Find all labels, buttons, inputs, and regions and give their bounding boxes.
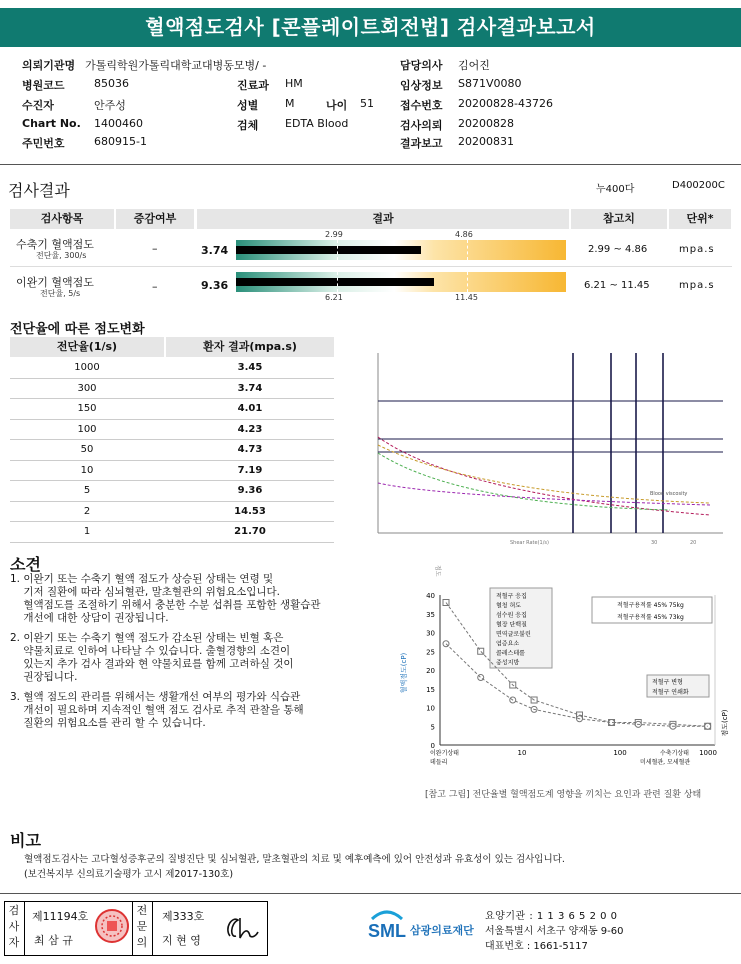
table-row [10, 502, 334, 523]
right-label: 점도(cP) [721, 709, 729, 737]
shear-table [10, 358, 334, 543]
info-resident: 주민번호 680915-1 [22, 135, 147, 150]
x-tick: 100 [613, 749, 627, 757]
factor-item: 섬수원 응집 [496, 612, 527, 619]
info-department: 진료과 HM [237, 77, 303, 92]
factor-item: 콜레스테롤 [496, 650, 525, 657]
viscosity-curve-chart [340, 345, 735, 577]
col-result: 결과 [197, 209, 569, 229]
factor-item: 적혈구 변형 [652, 679, 683, 686]
info-hospital-code: 병원코드 85036 [22, 77, 129, 92]
row2-low-label: 6.21 [325, 293, 343, 302]
reference-figure [392, 583, 737, 788]
remarks-line1: 혈액점도검사는 고다혈성증후군의 질병진단 및 심뇌혈관, 말초혈관의 치료 및 예후예측에 있어 안전성과 유효성이 있는 검사입니다. [24, 854, 565, 865]
x-tick: 30 [651, 540, 658, 546]
shear-rate-cell: 300 [77, 382, 97, 394]
row1-name: 수축기 혈액점도 [16, 238, 94, 251]
row1-low-label: 2.99 [325, 230, 343, 239]
shear-col-result: 환자 결과(mpa.s) [166, 337, 334, 357]
y-tick: 30 [426, 629, 435, 638]
finding-3: 3. 혈액 점도의 관리를 위해서는 생활개선 여부의 평가와 식습관 개선이 필요하며 지속적인 혈액 점도 검사로 추적 관찰을 통해 질환의 위험요소를 관리 할 수 있습니다. [10, 691, 304, 729]
factor-item: 면역글로불린 [496, 631, 531, 638]
y-tick: 15 [426, 685, 435, 694]
curve-line [378, 453, 670, 510]
col-unit: 단위* [669, 209, 731, 229]
info-institution: 의뢰기관명 가톨릭학원가톨릭대학교대병동모병/ - [22, 59, 267, 72]
row1-low-marker [337, 240, 338, 260]
shear-title: 전단율에 따른 점도변화 [10, 322, 145, 337]
org-name: 삼광의료재단 [410, 924, 474, 937]
shear-result-cell: 4.01 [237, 403, 263, 414]
shear-result-cell: 9.36 [237, 485, 263, 496]
note: 미세혈관, 모세혈관 [640, 759, 691, 766]
shear-rate-cell: 50 [80, 444, 94, 455]
col-item: 검사항목 [10, 209, 114, 229]
footer-divider [0, 893, 741, 894]
y-tick: 10 [426, 704, 435, 713]
figure-caption: [참고 그림] 전단율별 혈액점도계 영향을 끼치는 요인과 관련 질환 상태 [425, 790, 702, 800]
row2-change: – [152, 280, 158, 293]
table-row [10, 420, 334, 441]
row1-unit: mpa.s [679, 244, 715, 255]
shear-rate-cell: 100 [77, 423, 97, 435]
factor-item: 적혈구 연쇄화 [652, 689, 689, 696]
y-label: 점도 [434, 565, 441, 577]
remarks-title: 비고 [10, 831, 41, 850]
phone: 대표번호 : 1661-5117 [485, 941, 588, 952]
shear-result-cell: 4.23 [237, 423, 263, 435]
shear-rate-cell: 1000 [74, 362, 100, 373]
info-clinical: 임상정보 S871V0080 [400, 77, 522, 92]
shear-rate-cell: 1 [83, 526, 91, 537]
row1-high-marker [467, 240, 468, 260]
y-tick: 5 [430, 723, 435, 732]
table-row [10, 481, 334, 502]
shear-result-cell: 4.73 [237, 444, 263, 455]
info-patient: 수진자 안주성 [22, 99, 126, 112]
svg-text:SML: SML [368, 921, 406, 941]
factor-item: 중성지방 [496, 659, 520, 667]
y-tick: 35 [426, 610, 435, 619]
row2-high-label: 11.45 [455, 293, 478, 302]
note: 이완기상태 [430, 750, 459, 757]
results-title: 검사결과 [8, 181, 70, 200]
factor-item: 혈장 단백질 [496, 621, 527, 629]
shear-result-cell: 3.45 [237, 362, 263, 373]
row-divider [10, 266, 732, 267]
row2-sub: 전단율, 5/s [40, 289, 81, 298]
shear-rate-cell: 5 [83, 485, 91, 496]
row1-sub: 전단율, 300/s [36, 251, 87, 260]
row1-result-bar [236, 246, 421, 254]
shear-result-cell: 14.53 [234, 505, 266, 517]
shear-col-rate: 전단율(1/s) [10, 337, 164, 357]
legend-item: 적혈구용적률 45% 75kg [617, 602, 684, 609]
box-line [132, 901, 133, 956]
info-chart: Chart No. 1400460 [22, 117, 143, 130]
factor-item: 염증요소 [496, 640, 520, 648]
info-doctor: 담당의사 김어진 [400, 59, 490, 72]
x-label: Shear Rate(1/s) [510, 540, 549, 546]
note: 수축기상태 [660, 750, 689, 757]
row2-unit: mpa.s [679, 280, 715, 291]
y-tick: 0 [430, 742, 435, 750]
finding-2: 2. 이완기 또는 수축기 혈액 점도가 감소된 상태는 빈혈 혹은 약물치료로 인하여 나타날 수 있습니다. 출혈경향의 소견이 있는지 추가 검사 결과와 현 약물치료를 함께 고려하실 것이 권장됩니다. [10, 632, 294, 683]
box-line [152, 901, 153, 956]
factor-item: 적혈구 응집 [496, 593, 527, 600]
col-ref: 참고치 [571, 209, 667, 229]
specialist-vertical-label: 전문의 [136, 904, 148, 949]
divider [0, 164, 741, 165]
row2-ref: 6.21 ~ 11.45 [584, 280, 650, 291]
specialist-name: 지 현 영 [162, 934, 201, 947]
shear-rate-cell: 2 [83, 505, 91, 517]
note: 데들리 [430, 759, 448, 766]
info-receipt: 접수번호 20200828-43726 [400, 97, 553, 112]
results-code1: 누400다 [596, 184, 635, 195]
finding-1: 1. 이완기 또는 수축기 혈액 점도가 상승된 상태는 연령 및 기저 질환에 따라 심뇌혈관, 말초혈관의 위험요소입니다. 혈액점도를 조절하기 위해서 충분한 수분 섭취를 포함한 생활습관 개선에 대한 상담이 권장됩니다. [10, 573, 321, 624]
row2-result-bar [236, 278, 434, 286]
report-title: 혈액점도검사 [콘플레이트회전법] 검사결과보고서 [0, 8, 741, 47]
info-request: 검사의뢰 20200828 [400, 117, 514, 132]
address: 서울특별시 서초구 양재동 9-60 [485, 926, 624, 937]
y-tick: 40 [426, 592, 435, 600]
table-row [10, 522, 334, 543]
y-label: 혈액점도(cP) [400, 652, 408, 694]
table-row [10, 461, 334, 482]
row1-ref: 2.99 ~ 4.86 [588, 244, 648, 255]
table-row [10, 358, 334, 379]
row1-change: – [152, 242, 158, 255]
row1-value: 3.74 [201, 244, 229, 257]
row2-name: 이완기 혈액점도 [16, 276, 94, 289]
info-age: 나이 51 [326, 97, 374, 112]
y-tick: 20 [426, 667, 435, 675]
legend-item: 적혈구용적률 45% 73kg [617, 614, 684, 621]
x-tick: 10 [517, 749, 527, 757]
table-row [10, 379, 334, 400]
shear-result-cell: 21.70 [234, 526, 266, 537]
signature-icon [222, 910, 262, 946]
results-code2: D400200C [672, 180, 725, 191]
data-point [705, 723, 711, 729]
tester-name: 최 삼 규 [34, 934, 73, 947]
sml-logo-icon [366, 905, 408, 945]
x-tick: 1000 [699, 749, 717, 757]
findings-title: 소견 [10, 555, 41, 574]
row2-high-marker [467, 272, 468, 292]
row2-low-marker [337, 272, 338, 292]
remarks-line2: (보건복지부 신의료기술평가 고시 제2017-130호) [24, 869, 234, 880]
shear-rate-cell: 150 [77, 403, 97, 414]
shear-result-cell: 3.74 [237, 382, 263, 394]
col-change: 증감여부 [116, 209, 194, 229]
y-tick: 25 [426, 648, 435, 657]
care-number: 요양기관 : 1 1 3 6 5 2 0 0 [485, 911, 618, 922]
specialist-license: 제333호 [162, 910, 205, 923]
box-line [24, 901, 25, 956]
shear-result-cell: 7.19 [237, 464, 263, 476]
tester-vertical-label: 검사자 [8, 904, 20, 949]
shear-rate-cell: 10 [80, 464, 94, 476]
info-sex: 성별 M [237, 97, 295, 112]
tester-license: 제11194호 [32, 910, 89, 923]
row2-value: 9.36 [201, 279, 229, 292]
x-tick: 20 [690, 540, 697, 546]
annotation: Blood viscosity [650, 491, 688, 497]
table-row [10, 399, 334, 420]
factor-item: 혈청 혀도 [496, 602, 522, 610]
info-report: 결과보고 20200831 [400, 135, 514, 150]
info-specimen: 검체 EDTA Blood [237, 117, 349, 132]
seal-icon [94, 908, 130, 944]
table-row [10, 440, 334, 461]
row1-high-label: 4.86 [455, 230, 473, 239]
